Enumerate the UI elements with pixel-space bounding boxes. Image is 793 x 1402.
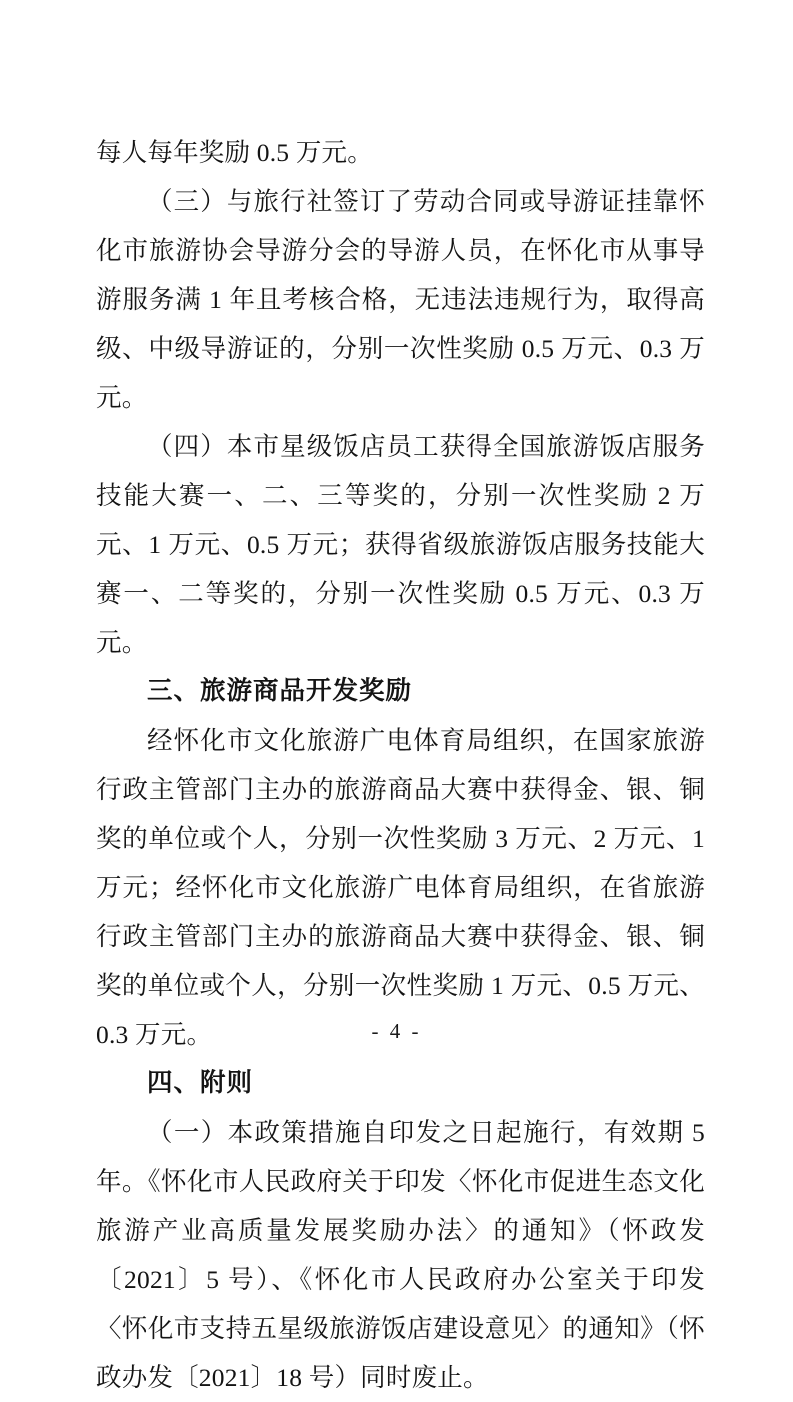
section-heading-three: 三、旅游商品开发奖励: [147, 677, 413, 705]
document-body: [96, 128, 705, 1402]
page-number-text: - 4 -: [371, 1019, 422, 1043]
page-number: [0, 1019, 793, 1044]
section-heading-four: 四、附则: [147, 1069, 254, 1097]
paragraph-item-four: （四）本市星级饭店员工获得全国旅游饭店服务技能大赛一、二、三等奖的，分别一次性奖励 2 万元、1 万元、0.5 万元；获得省级旅游饭店服务技能大赛一、二等奖的，分别一次性奖励 0.5 万元、0.3 万元。: [96, 432, 705, 657]
paragraph-section-three-body: 经怀化市文化旅游广电体育局组织，在国家旅游行政主管部门主办的旅游商品大赛中获得金、银、铜奖的单位或个人，分别一次性奖励 3 万元、2 万元、1 万元；经怀化市文化旅游广电体育局组织，在省旅游行政主管部门主办的旅游商品大赛中获得金、银、铜奖的单位或个人，分别一次性奖励 1 万元、0.5 万元、0.3 万元。: [96, 726, 705, 1049]
paragraph-continuation: 每人每年奖励 0.5 万元。: [96, 138, 373, 167]
paragraph-item-three: （三）与旅行社签订了劳动合同或导游证挂靠怀化市旅游协会导游分会的导游人员，在怀化市从事导游服务满 1 年且考核合格，无违法违规行为，取得高级、中级导游证的，分别一次性奖励 0.5 万元、0.3 万元。: [96, 187, 705, 412]
paragraph-appendix-item-one: （一）本政策措施自印发之日起施行，有效期 5 年。《怀化市人民政府关于印发〈怀化市促进生态文化旅游产业高质量发展奖励办法〉的通知》（怀政发〔2021〕5 号）、《怀化市人民政府办公室关于印发〈怀化市支持五星级旅游饭店建设意见〉的通知》（怀政办发〔2021〕18 号）同时废止。: [96, 1118, 705, 1392]
